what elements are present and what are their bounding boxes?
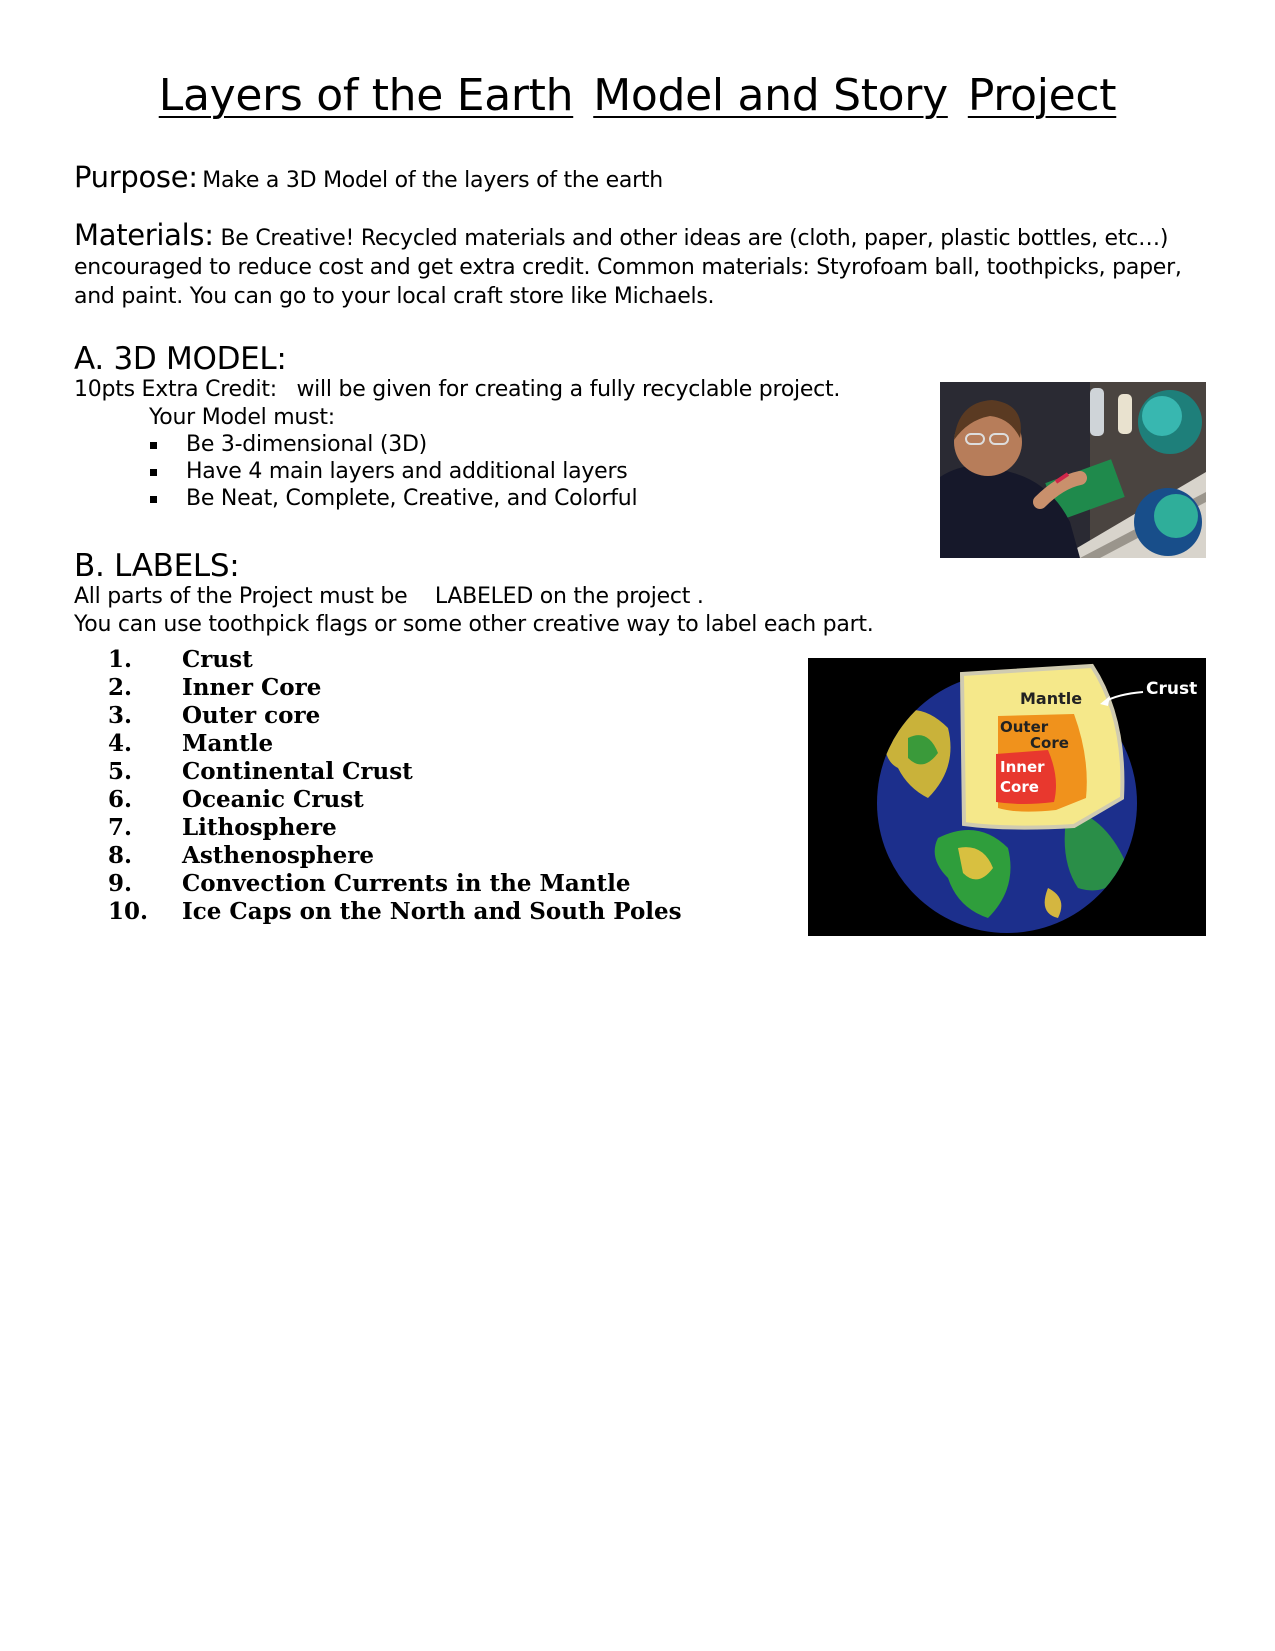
label-text: Mantle <box>182 730 274 757</box>
diagram-label-crust: Crust <box>1146 679 1198 699</box>
materials-label: Materials: <box>74 218 214 252</box>
label-number: 3. <box>108 702 133 729</box>
label-number: 9. <box>108 870 133 897</box>
diagram-label-inner-core-1: Inner <box>1000 758 1045 776</box>
title-part-1: Layers of the Earth <box>158 70 574 121</box>
earth-cross-section-diagram <box>808 658 1206 936</box>
labels-instruction-2: You can use toothpick flags or some other creative way to label each part. <box>74 612 874 637</box>
labels-instruction-part-1: All parts of the Project must be <box>74 584 408 609</box>
labels-instruction-1 <box>74 584 704 609</box>
page-title <box>0 70 1275 121</box>
label-text: Lithosphere <box>182 814 337 841</box>
bullet-text: Have 4 main layers and additional layers <box>186 459 628 484</box>
label-number: 1. <box>108 646 133 673</box>
extra-credit-text: will be given for creating a fully recyclable project. <box>296 377 841 402</box>
model-must-line: Your Model must: <box>149 405 335 430</box>
bullet-square-icon <box>150 496 157 503</box>
diagram-label-mantle: Mantle <box>1020 689 1083 708</box>
materials-paragraph <box>74 218 1214 311</box>
label-text: Outer core <box>182 702 321 729</box>
label-text: Convection Currents in the Mantle <box>182 870 631 897</box>
bullet-square-icon <box>150 469 157 476</box>
label-number: 10. <box>108 898 149 925</box>
diagram-label-outer-core-2: Core <box>1030 734 1069 752</box>
student-photo <box>940 382 1206 558</box>
diagram-label-inner-core-2: Core <box>1000 778 1039 796</box>
label-text: Inner Core <box>182 674 322 701</box>
labels-instruction-part-3: on the project . <box>539 584 704 609</box>
bullet-text: Be 3-dimensional (3D) <box>186 432 427 457</box>
label-text: Oceanic Crust <box>182 786 364 813</box>
labels-emphasis: LABELED <box>434 584 534 609</box>
label-number: 6. <box>108 786 133 813</box>
extra-credit-label: 10pts Extra Credit: <box>74 377 277 402</box>
purpose-text: Make a 3D Model of the layers of the earth <box>202 168 663 193</box>
extra-credit-line <box>74 377 840 402</box>
label-text: Asthenosphere <box>182 842 374 869</box>
purpose-label: Purpose: <box>74 160 198 194</box>
label-text: Continental Crust <box>182 758 413 785</box>
label-text: Ice Caps on the North and South Poles <box>182 898 682 925</box>
label-number: 7. <box>108 814 133 841</box>
title-part-2: Model and Story <box>593 70 948 121</box>
materials-text: Be Creative! Recycled materials and other ideas are (cloth, paper, plastic bottles, etc…) encouraged to reduce cost and get extra credit. Common materials: Styrofoam ball, toothpicks, paper, and paint. You can go to your local craft store like Michaels. <box>74 226 1182 309</box>
title-part-3: Project <box>967 70 1117 121</box>
label-number: 5. <box>108 758 133 785</box>
bullet-text: Be Neat, Complete, Creative, and Colorful <box>186 486 638 511</box>
section-a-heading: A. 3D MODEL: <box>74 341 287 377</box>
label-number: 2. <box>108 674 133 701</box>
label-number: 4. <box>108 730 133 757</box>
label-text: Crust <box>182 646 253 673</box>
diagram-label-outer-core-1: Outer <box>1000 718 1049 736</box>
purpose-line <box>74 160 663 194</box>
bullet-square-icon <box>150 442 157 449</box>
label-number: 8. <box>108 842 133 869</box>
section-b-heading: B. LABELS: <box>74 548 240 584</box>
